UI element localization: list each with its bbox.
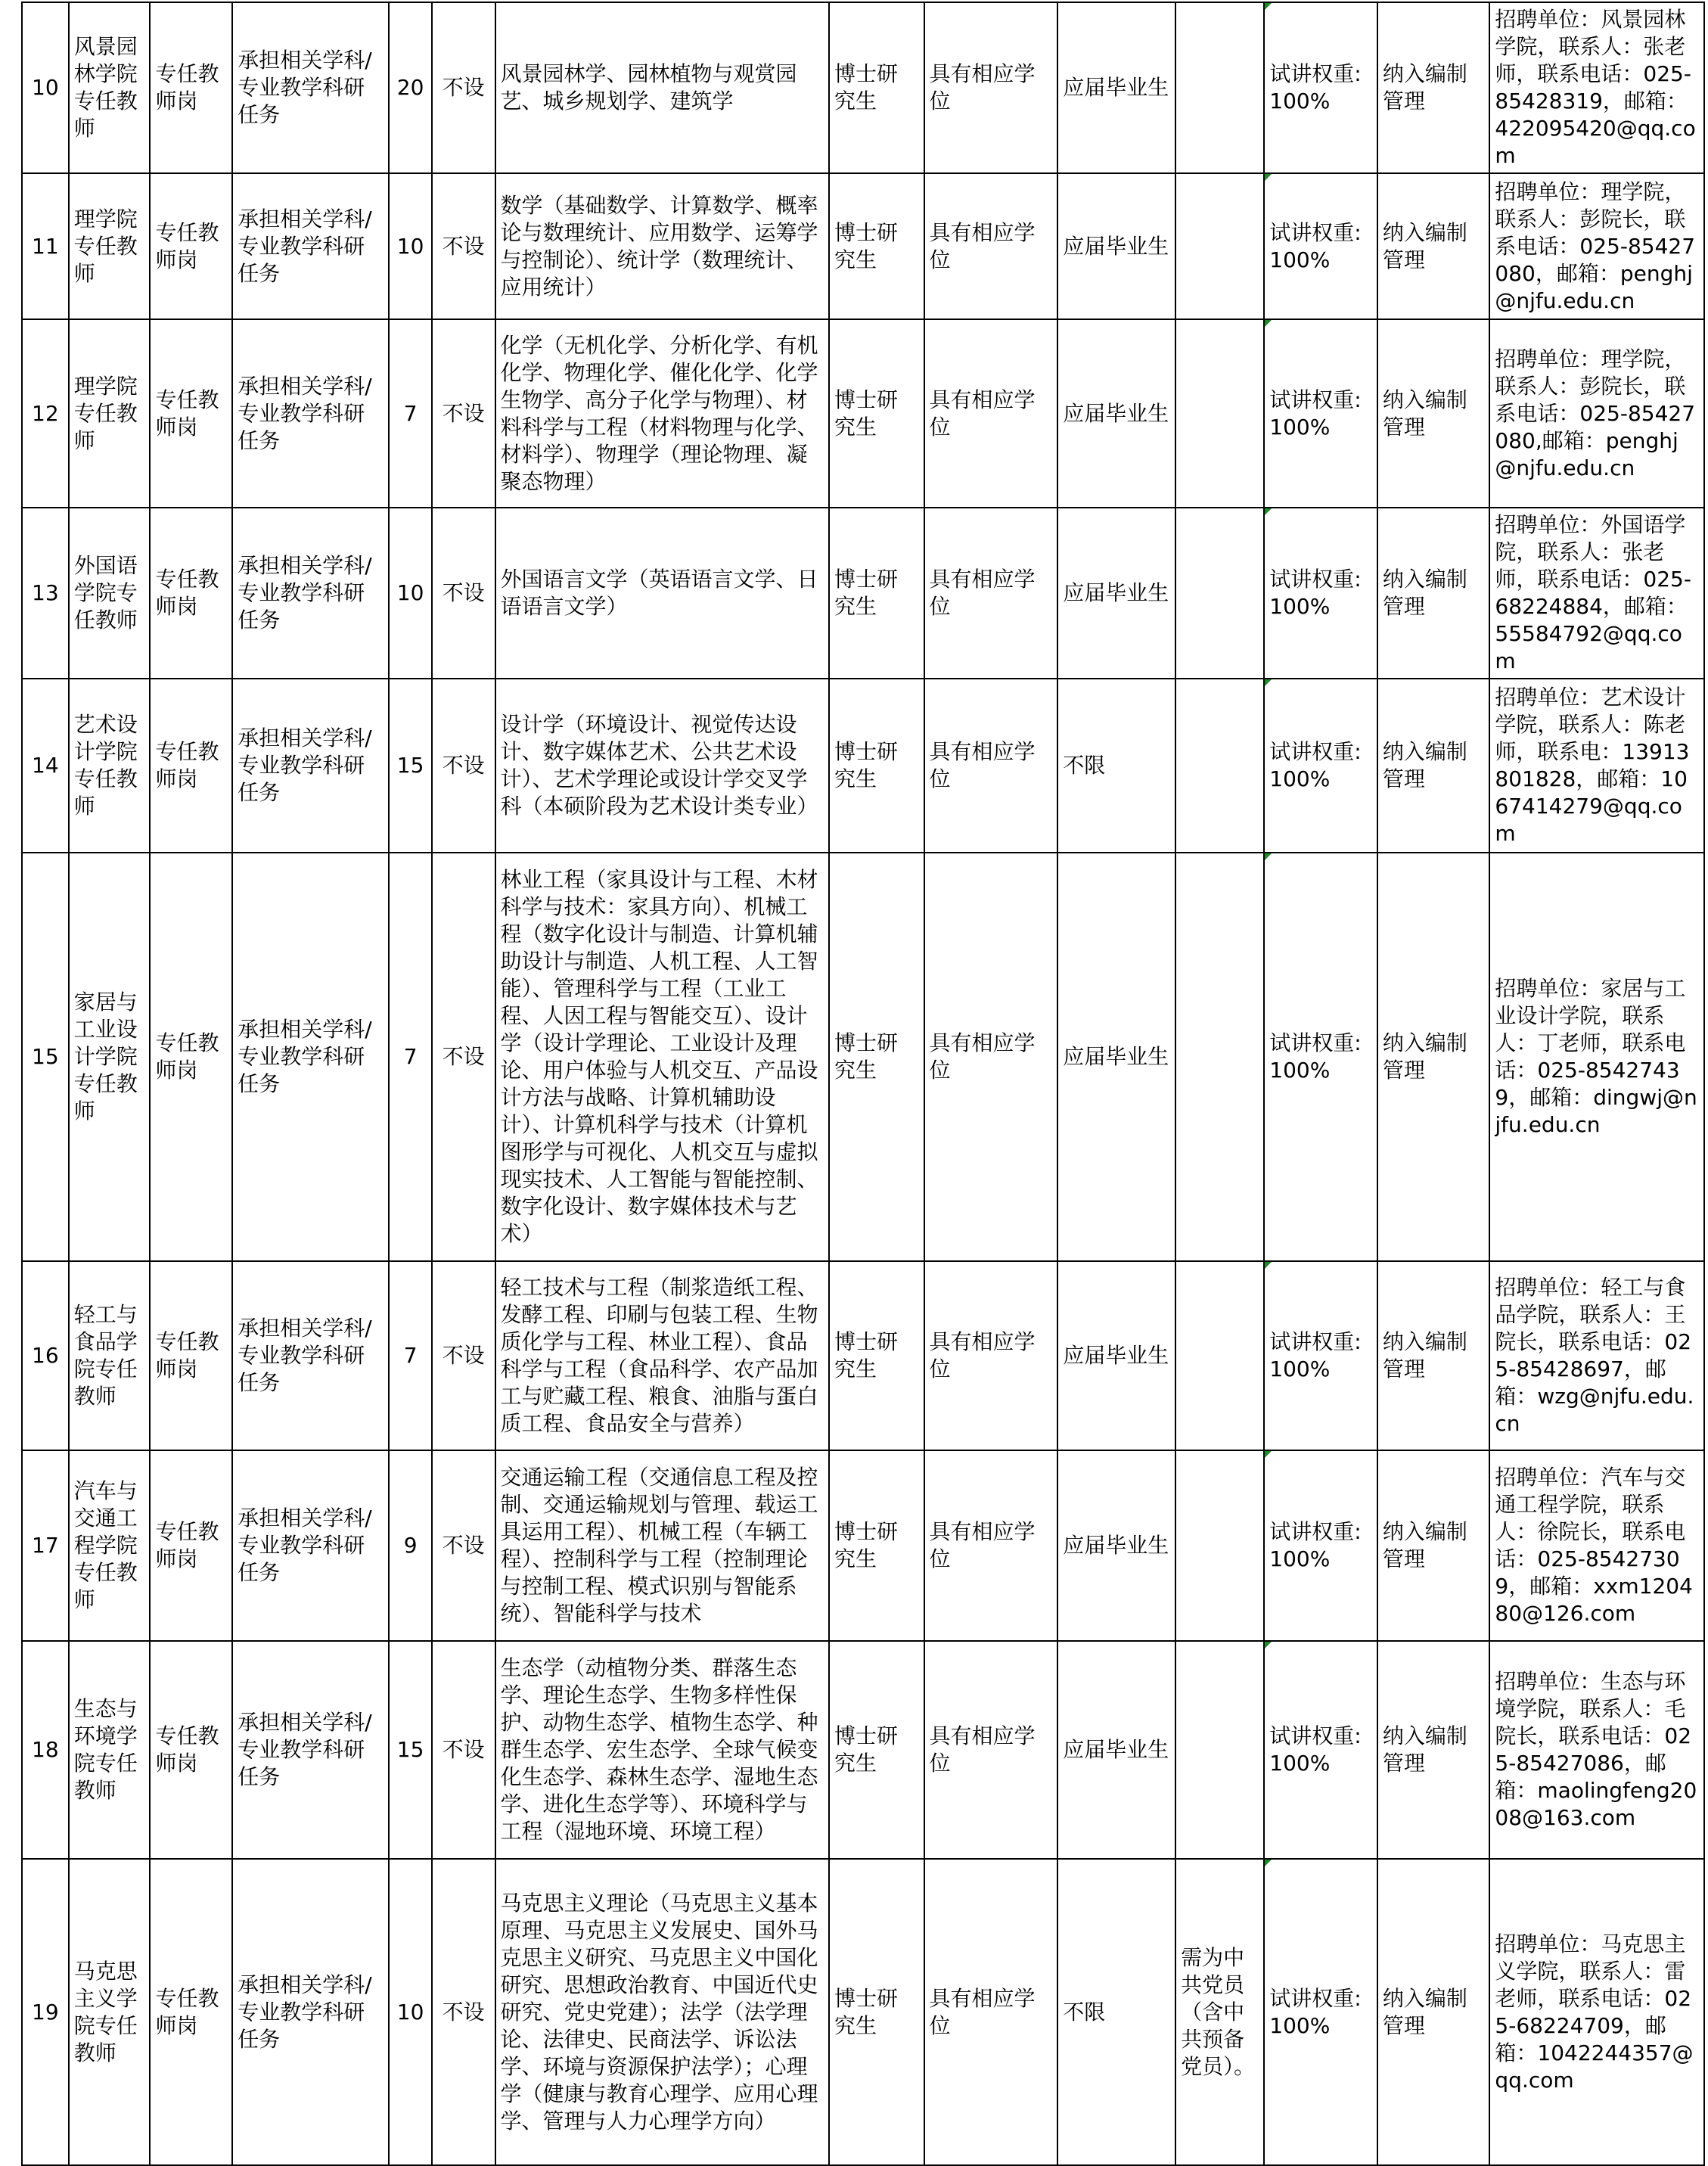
contact-info: 招聘单位：家居与工业设计学院，联系人：丁老师，联系电话：025-85427439，邮箱：dingwj@njfu.edu.cn <box>1489 853 1704 1261</box>
hire-count: 15 <box>389 679 431 853</box>
exam-weight-text: 试讲权重:100% <box>1269 219 1362 272</box>
degree: 具有相应学位 <box>924 679 1058 853</box>
education: 博士研究生 <box>829 1450 924 1641</box>
candidate-source: 应届毕业生 <box>1057 1641 1175 1859</box>
education: 博士研究生 <box>829 679 924 853</box>
exam-weight <box>1264 1641 1377 1859</box>
major-requirements: 轻工技术与工程（制浆造纸工程、发酵工程、印刷与包装工程、生物质化学与工程、林业工程）、食品科学与工程（食品科学、农产品加工与贮藏工程、粮食、油脂与蛋白质工程、食品安全与营养） <box>495 1261 829 1450</box>
exam-weight <box>1264 508 1377 679</box>
duty: 承担相关学科/专业教学科研任务 <box>232 508 389 679</box>
candidate-source: 应届毕业生 <box>1057 508 1175 679</box>
position-type: 专任教师岗 <box>150 173 232 319</box>
hire-count: 10 <box>389 173 431 319</box>
exam-weight <box>1264 853 1377 1261</box>
hire-count: 15 <box>389 1641 431 1859</box>
staffing: 纳入编制管理 <box>1377 508 1490 679</box>
row-number: 17 <box>22 1450 69 1641</box>
position-name: 生态与环境学院专任教师 <box>69 1641 151 1859</box>
row-number: 11 <box>22 173 69 319</box>
row-number: 13 <box>22 508 69 679</box>
hire-count: 7 <box>389 1261 431 1450</box>
exam-weight <box>1264 2 1377 173</box>
discipline: 不设 <box>432 173 495 319</box>
staffing: 纳入编制管理 <box>1377 2 1490 173</box>
duty: 承担相关学科/专业教学科研任务 <box>232 1450 389 1641</box>
exam-weight <box>1264 679 1377 853</box>
comment-marker-icon <box>1265 1262 1272 1269</box>
discipline: 不设 <box>432 2 495 173</box>
staffing: 纳入编制管理 <box>1377 1641 1490 1859</box>
degree: 具有相应学位 <box>924 1641 1058 1859</box>
exam-weight <box>1264 319 1377 508</box>
position-name: 理学院专任教师 <box>69 319 151 508</box>
candidate-source: 不限 <box>1057 1859 1175 2165</box>
row-number: 19 <box>22 1859 69 2165</box>
table-row <box>22 1641 1704 1859</box>
row-number: 16 <box>22 1261 69 1450</box>
contact-info: 招聘单位：外国语学院，联系人：张老师，联系电话：025-68224884，邮箱：55584792@qq.com <box>1489 508 1704 679</box>
comment-marker-icon <box>1265 1860 1272 1866</box>
degree: 具有相应学位 <box>924 173 1058 319</box>
duty: 承担相关学科/专业教学科研任务 <box>232 1641 389 1859</box>
contact-info: 招聘单位：艺术设计学院，联系人：陈老师，联系电：13913801828，邮箱：1067414279@qq.com <box>1489 679 1704 853</box>
comment-marker-icon <box>1265 679 1272 686</box>
row-number: 15 <box>22 853 69 1261</box>
discipline: 不设 <box>432 679 495 853</box>
contact-info: 招聘单位：马克思主义学院，联系人：雷老师，联系电话：025-68224709，邮箱：1042244357@qq.com <box>1489 1859 1704 2165</box>
staffing: 纳入编制管理 <box>1377 319 1490 508</box>
education: 博士研究生 <box>829 853 924 1261</box>
position-name: 外国语学院专任教师 <box>69 508 151 679</box>
table-row <box>22 1450 1704 1641</box>
contact-info: 招聘单位：理学院，联系人：彭院长，联系电话：025-85427080,邮箱：penghj@njfu.edu.cn <box>1489 319 1704 508</box>
staffing: 纳入编制管理 <box>1377 679 1490 853</box>
duty: 承担相关学科/专业教学科研任务 <box>232 1261 389 1450</box>
degree: 具有相应学位 <box>924 2 1058 173</box>
hire-count: 7 <box>389 853 431 1261</box>
exam-weight-text: 试讲权重:100% <box>1269 387 1362 440</box>
position-type: 专任教师岗 <box>150 1450 232 1641</box>
other-requirements: 需为中共党员（含中共预备党员）。 <box>1175 1859 1264 2165</box>
row-number: 10 <box>22 2 69 173</box>
comment-marker-icon <box>1265 1642 1272 1649</box>
position-type: 专任教师岗 <box>150 1859 232 2165</box>
other-requirements <box>1175 1450 1264 1641</box>
hire-count: 20 <box>389 2 431 173</box>
duty: 承担相关学科/专业教学科研任务 <box>232 2 389 173</box>
education: 博士研究生 <box>829 1261 924 1450</box>
major-requirements: 化学（无机化学、分析化学、有机化学、物理化学、催化化学、化学生物学、高分子化学与物理）、材料科学与工程（材料物理与化学、材料学）、物理学（理论物理、凝聚态物理） <box>495 319 829 508</box>
discipline: 不设 <box>432 1641 495 1859</box>
comment-marker-icon <box>1265 174 1272 181</box>
other-requirements <box>1175 2 1264 173</box>
candidate-source: 应届毕业生 <box>1057 853 1175 1261</box>
table-row <box>22 508 1704 679</box>
hire-count: 10 <box>389 1859 431 2165</box>
table-row <box>22 1859 1704 2165</box>
contact-info: 招聘单位：轻工与食品学院，联系人：王院长，联系电话：025-85428697，邮箱：wzg@njfu.edu.cn <box>1489 1261 1704 1450</box>
staffing: 纳入编制管理 <box>1377 1859 1490 2165</box>
candidate-source: 不限 <box>1057 679 1175 853</box>
hire-count: 9 <box>389 1450 431 1641</box>
exam-weight-text: 试讲权重:100% <box>1269 1329 1362 1381</box>
staffing: 纳入编制管理 <box>1377 853 1490 1261</box>
row-number: 18 <box>22 1641 69 1859</box>
exam-weight <box>1264 173 1377 319</box>
exam-weight-text: 试讲权重:100% <box>1269 1519 1362 1571</box>
candidate-source: 应届毕业生 <box>1057 319 1175 508</box>
contact-info: 招聘单位：理学院，联系人：彭院长，联系电话：025-85427080，邮箱：penghj@njfu.edu.cn <box>1489 173 1704 319</box>
position-name: 马克思主义学院专任教师 <box>69 1859 151 2165</box>
position-type: 专任教师岗 <box>150 679 232 853</box>
duty: 承担相关学科/专业教学科研任务 <box>232 173 389 319</box>
duty: 承担相关学科/专业教学科研任务 <box>232 1859 389 2165</box>
exam-weight-text: 试讲权重:100% <box>1269 61 1362 113</box>
table-row <box>22 679 1704 853</box>
education: 博士研究生 <box>829 1641 924 1859</box>
hire-count: 7 <box>389 319 431 508</box>
position-type: 专任教师岗 <box>150 508 232 679</box>
discipline: 不设 <box>432 1859 495 2165</box>
contact-info: 招聘单位：生态与环境学院，联系人：毛院长，联系电话：025-85427086，邮箱：maolingfeng2008@163.com <box>1489 1641 1704 1859</box>
exam-weight <box>1264 1261 1377 1450</box>
discipline: 不设 <box>432 1450 495 1641</box>
major-requirements: 林业工程（家具设计与工程、木材科学与技术：家具方向）、机械工程（数字化设计与制造、计算机辅助设计与制造、人机工程、人工智能）、管理科学与工程（工业工程、人因工程与智能交互）、设计学（设计学理论、工业设计及理论、用户体验与人机交互、产品设计方法与战略、计算机辅助设计）、计算机科学与技术（计算机图形学与可视化、人机交互与虚拟现实技术、人工智能与智能控制、数字化设计、数字媒体技术与艺术） <box>495 853 829 1261</box>
position-type: 专任教师岗 <box>150 853 232 1261</box>
other-requirements <box>1175 508 1264 679</box>
other-requirements <box>1175 1261 1264 1450</box>
table-row <box>22 319 1704 508</box>
position-type: 专任教师岗 <box>150 2 232 173</box>
education: 博士研究生 <box>829 319 924 508</box>
major-requirements: 生态学（动植物分类、群落生态学、理论生态学、生物多样性保护、动物生态学、植物生态学、种群生态学、宏生态学、全球气候变化生态学、森林生态学、湿地生态学、进化生态学等）、环境科学与工程（湿地环境、环境工程） <box>495 1641 829 1859</box>
candidate-source: 应届毕业生 <box>1057 2 1175 173</box>
position-type: 专任教师岗 <box>150 1641 232 1859</box>
other-requirements <box>1175 853 1264 1261</box>
position-name: 风景园林学院专任教师 <box>69 2 151 173</box>
table-row <box>22 173 1704 319</box>
comment-marker-icon <box>1265 508 1272 515</box>
education: 博士研究生 <box>829 508 924 679</box>
major-requirements: 马克思主义理论（马克思主义基本原理、马克思主义发展史、国外马克思主义研究、马克思主义中国化研究、思想政治教育、中国近代史研究、党史党建）；法学（法学理论、法律史、民商法学、诉讼法学、环境与资源保护法学）；心理学（健康与教育心理学、应用心理学、管理与人力心理学方向） <box>495 1859 829 2165</box>
other-requirements <box>1175 679 1264 853</box>
position-name: 理学院专任教师 <box>69 173 151 319</box>
discipline: 不设 <box>432 508 495 679</box>
comment-marker-icon <box>1265 1451 1272 1458</box>
duty: 承担相关学科/专业教学科研任务 <box>232 679 389 853</box>
position-type: 专任教师岗 <box>150 1261 232 1450</box>
position-name: 轻工与食品学院专任教师 <box>69 1261 151 1450</box>
exam-weight-text: 试讲权重:100% <box>1269 739 1362 791</box>
candidate-source: 应届毕业生 <box>1057 173 1175 319</box>
comment-marker-icon <box>1265 320 1272 327</box>
duty: 承担相关学科/专业教学科研任务 <box>232 319 389 508</box>
comment-marker-icon <box>1265 853 1272 860</box>
discipline: 不设 <box>432 1261 495 1450</box>
candidate-source: 应届毕业生 <box>1057 1450 1175 1641</box>
other-requirements <box>1175 173 1264 319</box>
education: 博士研究生 <box>829 1859 924 2165</box>
comment-marker-icon <box>1265 3 1272 10</box>
exam-weight-text: 试讲权重:100% <box>1269 1723 1362 1776</box>
major-requirements: 设计学（环境设计、视觉传达设计、数字媒体艺术、公共艺术设计）、艺术学理论或设计学交叉学科（本硕阶段为艺术设计类专业） <box>495 679 829 853</box>
discipline: 不设 <box>432 319 495 508</box>
other-requirements <box>1175 1641 1264 1859</box>
major-requirements: 数学（基础数学、计算数学、概率论与数理统计、应用数学、运筹学与控制论）、统计学（数理统计、应用统计） <box>495 173 829 319</box>
staffing: 纳入编制管理 <box>1377 1450 1490 1641</box>
row-number: 12 <box>22 319 69 508</box>
exam-weight <box>1264 1450 1377 1641</box>
position-type: 专任教师岗 <box>150 319 232 508</box>
hire-count: 10 <box>389 508 431 679</box>
table-row <box>22 1261 1704 1450</box>
table-row <box>22 853 1704 1261</box>
degree: 具有相应学位 <box>924 853 1058 1261</box>
staffing: 纳入编制管理 <box>1377 1261 1490 1450</box>
degree: 具有相应学位 <box>924 508 1058 679</box>
major-requirements: 交通运输工程（交通信息工程及控制、交通运输规划与管理、载运工具运用工程）、机械工程（车辆工程）、控制科学与工程（控制理论与控制工程、模式识别与智能系统）、智能科学与技术 <box>495 1450 829 1641</box>
degree: 具有相应学位 <box>924 319 1058 508</box>
staffing: 纳入编制管理 <box>1377 173 1490 319</box>
position-name: 艺术设计学院专任教师 <box>69 679 151 853</box>
duty: 承担相关学科/专业教学科研任务 <box>232 853 389 1261</box>
exam-weight-text: 试讲权重:100% <box>1269 1030 1362 1083</box>
exam-weight-text: 试讲权重:100% <box>1269 1985 1362 2038</box>
row-number: 14 <box>22 679 69 853</box>
position-name: 家居与工业设计学院专任教师 <box>69 853 151 1261</box>
recruitment-table <box>21 2 1705 2166</box>
degree: 具有相应学位 <box>924 1450 1058 1641</box>
table-row <box>22 2 1704 173</box>
discipline: 不设 <box>432 853 495 1261</box>
major-requirements: 外国语言文学（英语语言文学、日语语言文学） <box>495 508 829 679</box>
education: 博士研究生 <box>829 2 924 173</box>
candidate-source: 应届毕业生 <box>1057 1261 1175 1450</box>
position-name: 汽车与交通工程学院专任教师 <box>69 1450 151 1641</box>
exam-weight <box>1264 1859 1377 2165</box>
contact-info: 招聘单位：汽车与交通工程学院，联系人：徐院长，联系电话：025-85427309，邮箱：xxm120480@126.com <box>1489 1450 1704 1641</box>
degree: 具有相应学位 <box>924 1859 1058 2165</box>
degree: 具有相应学位 <box>924 1261 1058 1450</box>
education: 博士研究生 <box>829 173 924 319</box>
contact-info: 招聘单位：风景园林学院，联系人：张老师，联系电话：025-85428319，邮箱：422095420@qq.com <box>1489 2 1704 173</box>
other-requirements <box>1175 319 1264 508</box>
major-requirements: 风景园林学、园林植物与观赏园艺、城乡规划学、建筑学 <box>495 2 829 173</box>
exam-weight-text: 试讲权重:100% <box>1269 567 1362 619</box>
